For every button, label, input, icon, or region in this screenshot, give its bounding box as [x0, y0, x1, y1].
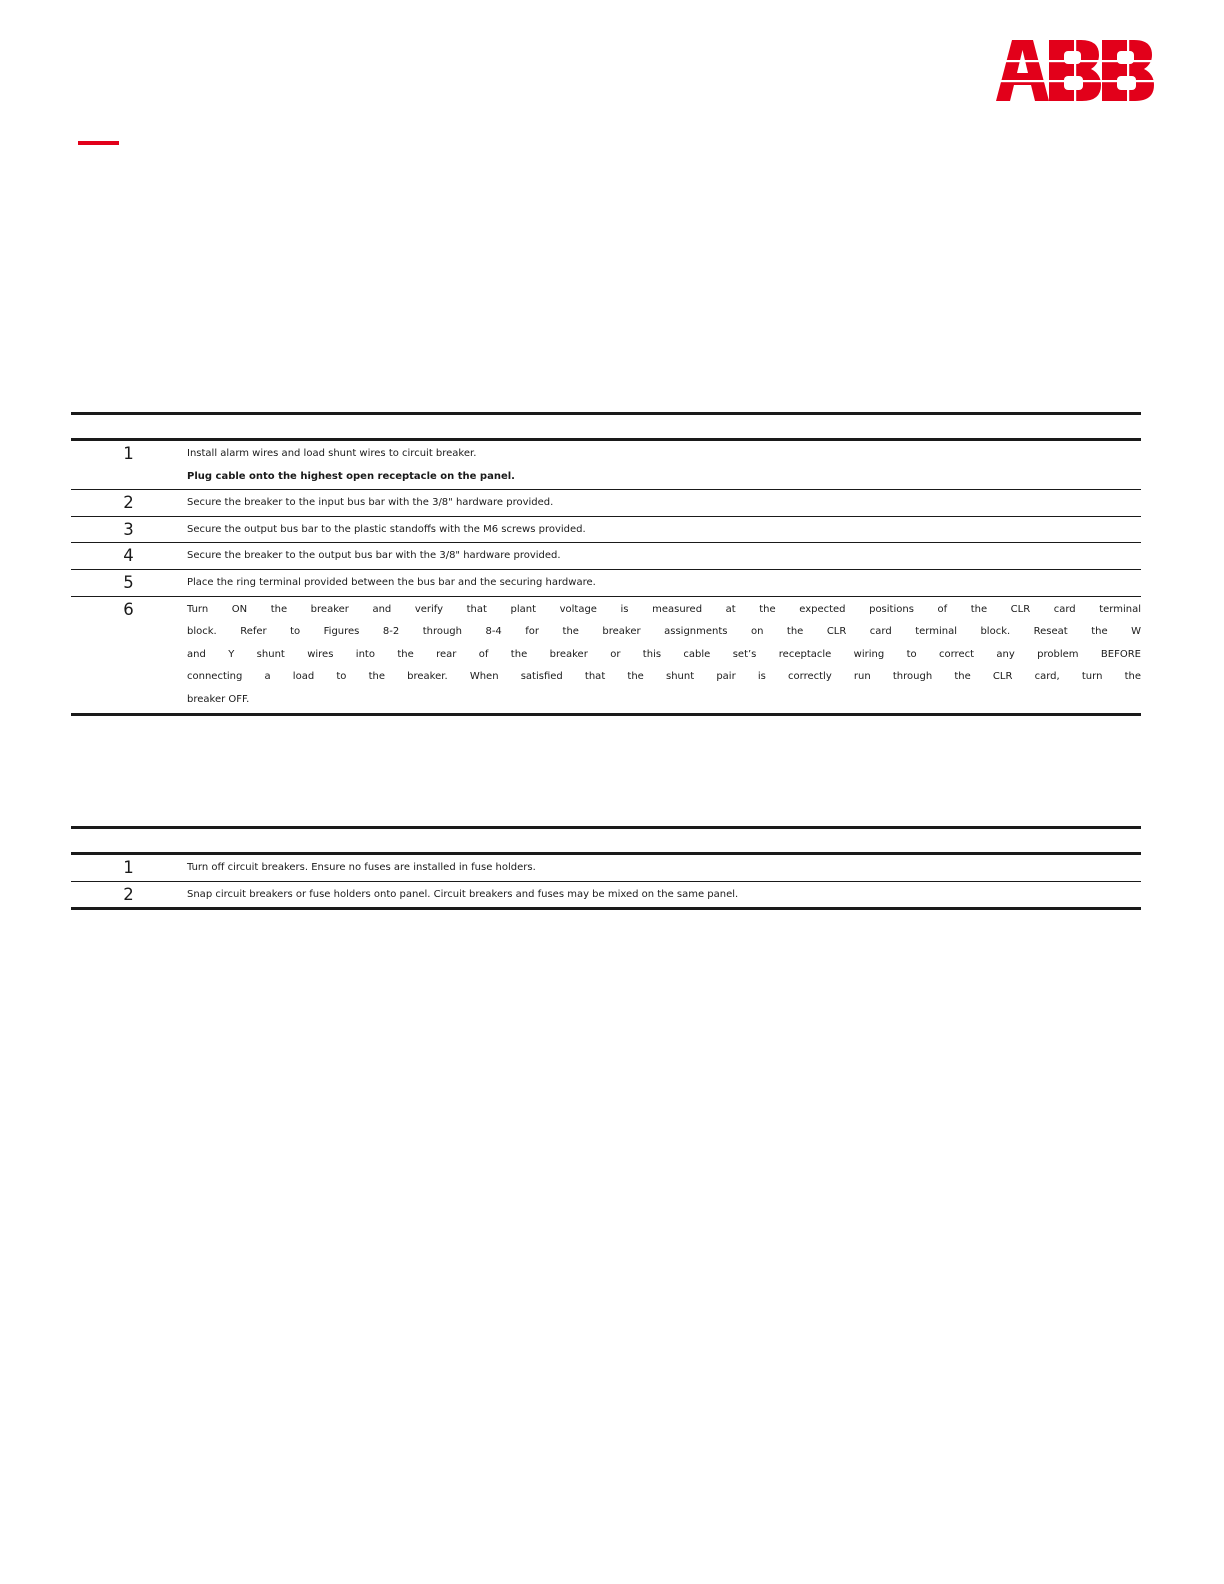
step-text-line: Place the ring terminal provided between the bus bar and the securing hardware.: [187, 576, 596, 588]
installation-steps-table: [71, 412, 1141, 716]
step-description: [186, 881, 1141, 909]
step-number: 1: [71, 854, 186, 882]
step-number: 1: [71, 440, 186, 490]
step-text-line: Secure the breaker to the output bus bar with the 3/8" hardware provided.: [187, 550, 561, 562]
action-column-header: [186, 828, 1141, 854]
step-text-line: breaker OFF.: [187, 693, 250, 705]
step-number: 5: [71, 569, 186, 596]
abb-logo: [996, 40, 1154, 102]
step-description: [186, 543, 1141, 570]
step-number: 4: [71, 543, 186, 570]
table-row: [71, 569, 1141, 596]
step-number: 3: [71, 516, 186, 543]
step-number: 2: [71, 881, 186, 909]
table-row: [71, 516, 1141, 543]
step-text-line: Secure the breaker to the input bus bar with the 3/8" hardware provided.: [187, 497, 554, 509]
table-row: [71, 596, 1141, 714]
table-row: [71, 440, 1141, 490]
step-text-line: Install alarm wires and load shunt wires to circuit breaker.: [187, 448, 477, 459]
step-number: 6: [71, 596, 186, 714]
step-description: [186, 440, 1141, 490]
step-number: 2: [71, 490, 186, 517]
step-column-header: [71, 828, 186, 854]
step-text-line: Snap circuit breakers or fuse holders onto panel. Circuit breakers and fuses may be mixed on the same panel.: [187, 888, 739, 900]
step-column-header: [71, 414, 186, 440]
step-description: [186, 854, 1141, 882]
table-header: [71, 828, 1141, 854]
step-text-line: block. Refer to Figures 8-2 through 8-4 for the breaker assignments on the CLR card terminal block. Reseat the W: [187, 626, 1141, 638]
accent-bar: [78, 141, 119, 145]
step-text-line: Secure the output bus bar to the plastic standoffs with the M6 screws provided.: [187, 523, 586, 535]
step-text-line: Turn ON the breaker and verify that plant voltage is measured at the expected positions of the CLR card terminal: [187, 603, 1141, 615]
step-text-bold-line: Plug cable onto the highest open receptacle on the panel.: [187, 470, 515, 482]
table-row: [71, 543, 1141, 570]
action-column-header: [186, 414, 1141, 440]
step-text-line: Turn off circuit breakers. Ensure no fuses are installed in fuse holders.: [187, 862, 536, 873]
table-header: [71, 414, 1141, 440]
table-row: [71, 854, 1141, 882]
step-description: [186, 596, 1141, 714]
step-description: [186, 569, 1141, 596]
table-row: [71, 881, 1141, 909]
step-text-line: connecting a load to the breaker. When satisfied that the shunt pair is correctly run through the CLR card, turn the: [187, 671, 1141, 683]
step-description: [186, 516, 1141, 543]
table-row: [71, 490, 1141, 517]
step-description: [186, 490, 1141, 517]
panel-steps-table: [71, 826, 1141, 910]
step-text-line: and Y shunt wires into the rear of the breaker or this cable set’s receptacle wiring to correct any problem BEFORE: [187, 648, 1141, 660]
